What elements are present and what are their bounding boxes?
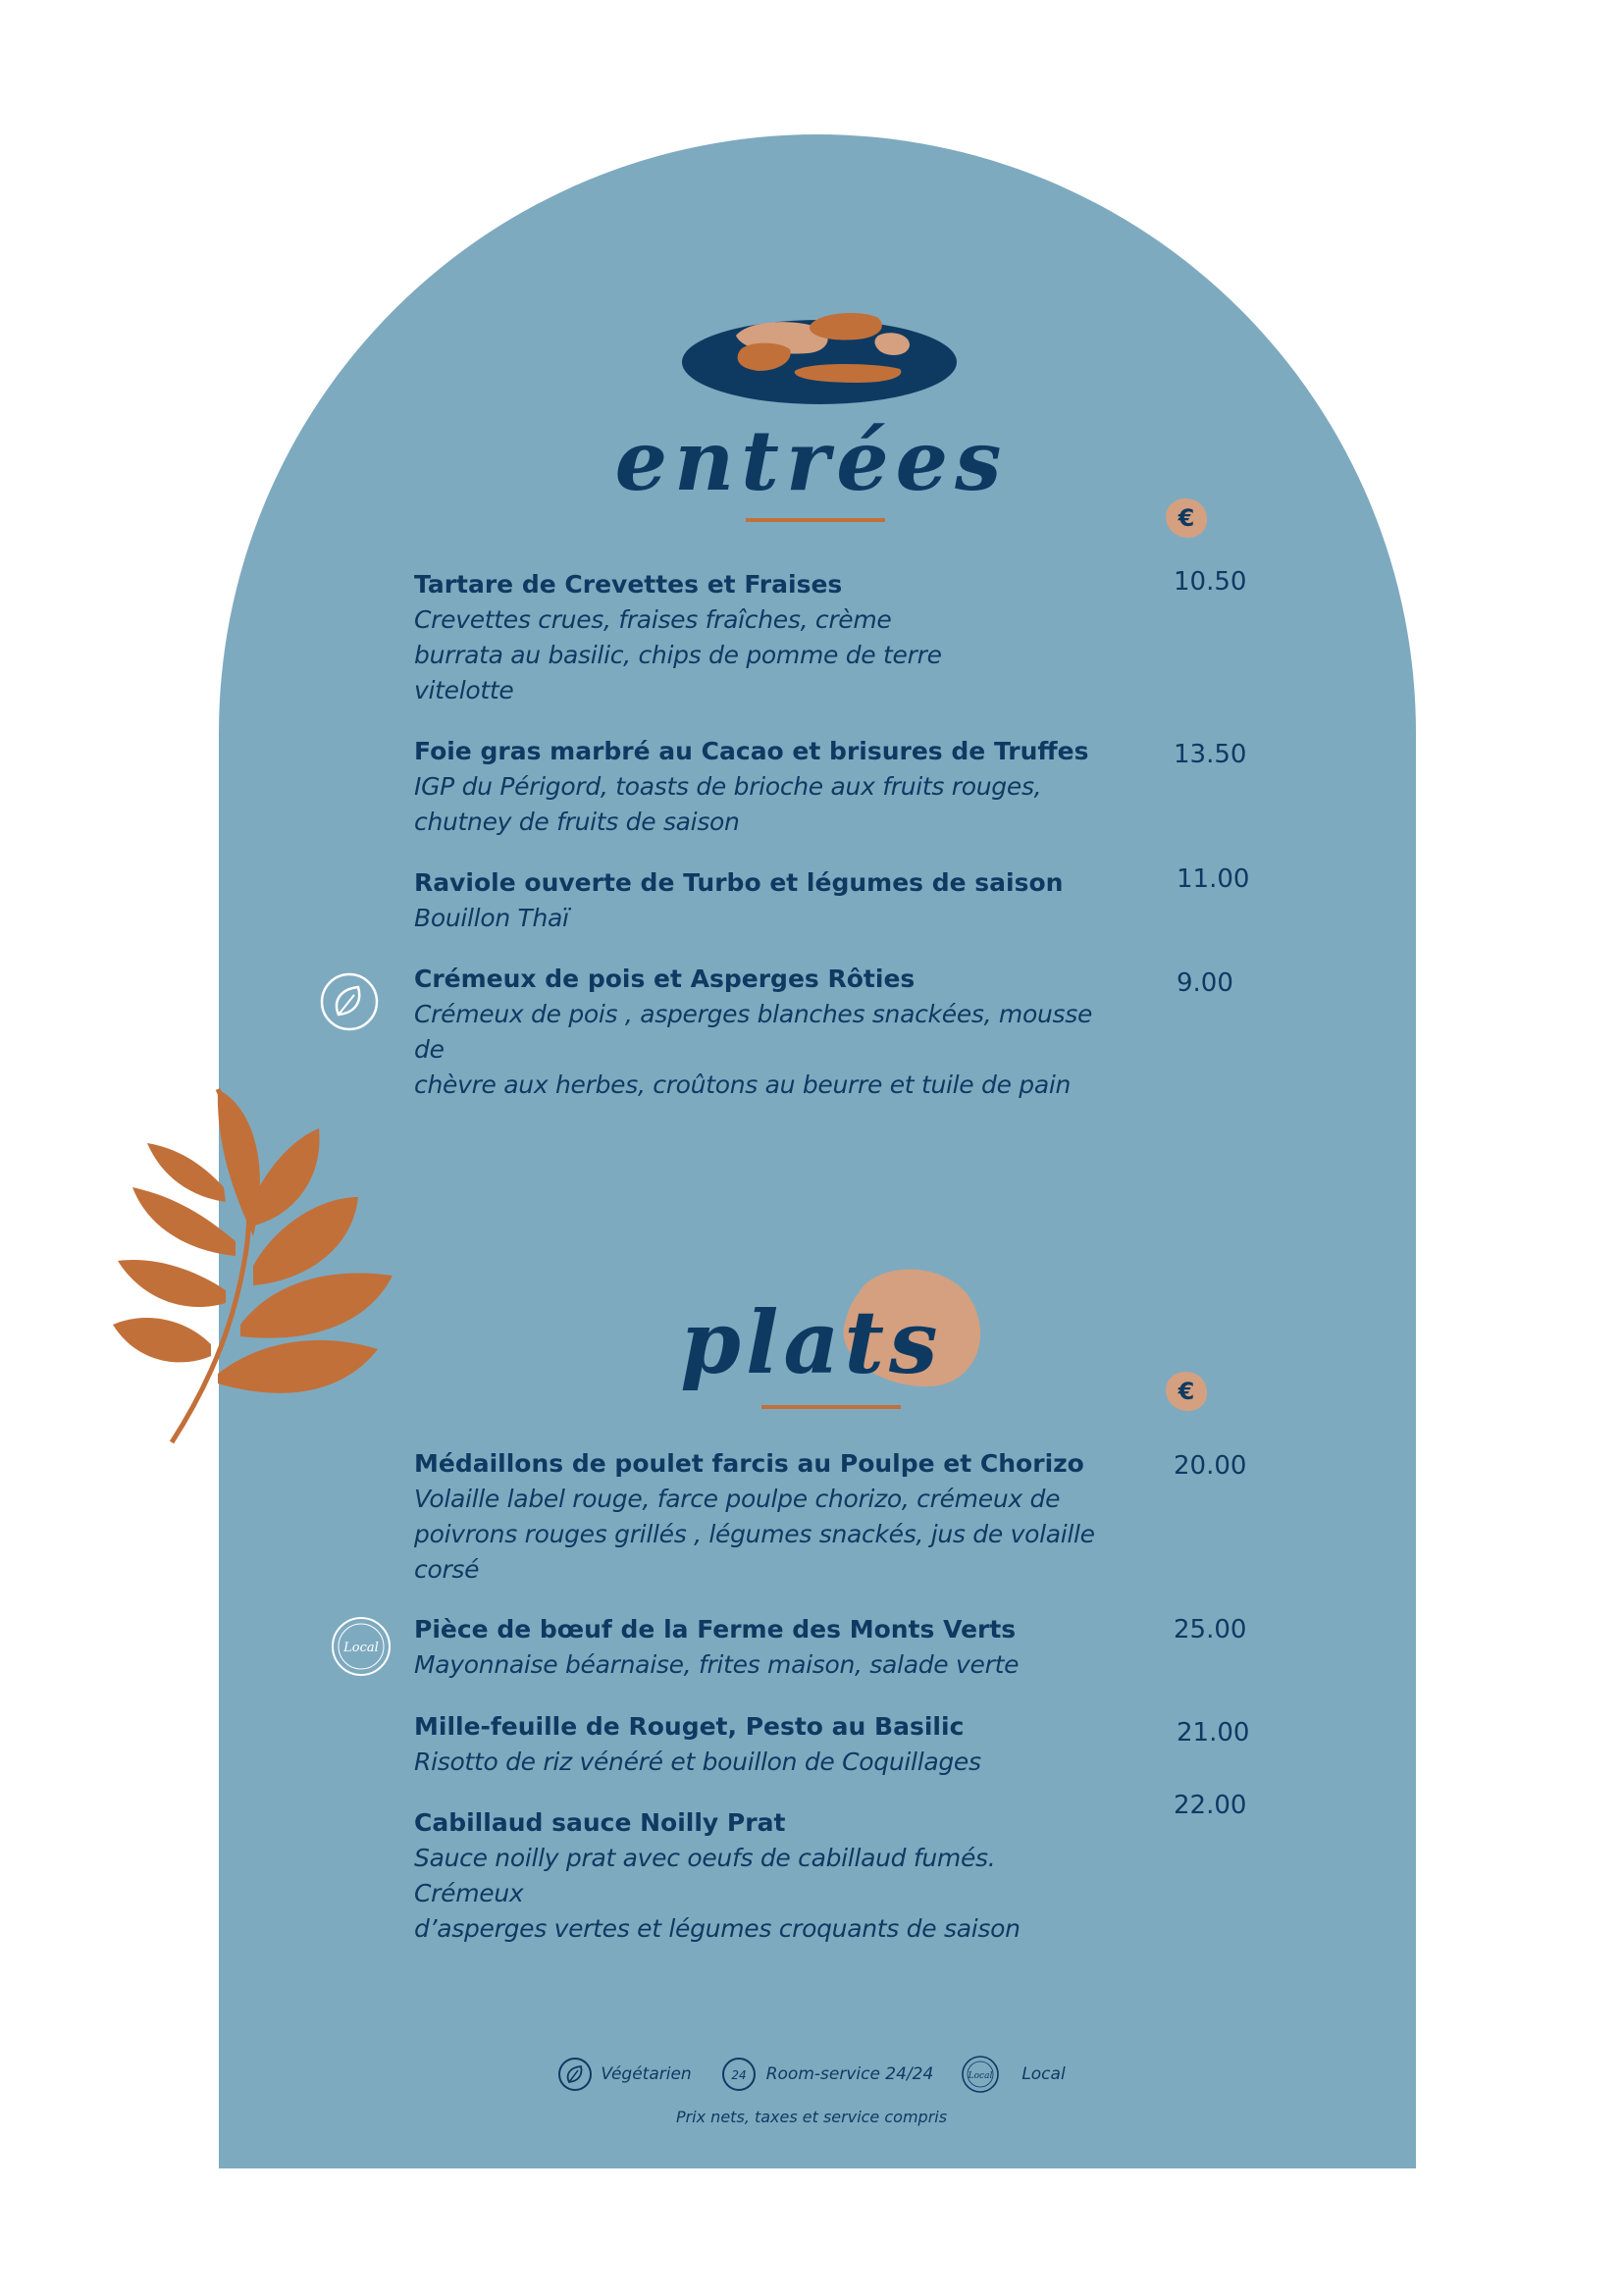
plats-title: plats bbox=[680, 1291, 943, 1393]
item-description: Crevettes crues, fraises fraîches, crème burrata au basilic, chips de pomme de terre vitelotte bbox=[414, 605, 942, 704]
legend-room-service-label: Room-service 24/24 bbox=[765, 2064, 934, 2084]
legend-local bbox=[961, 2055, 1065, 2094]
item-name: Cabillaud sauce Noilly Prat bbox=[414, 1808, 786, 1837]
item-price: 10.50 bbox=[1174, 567, 1247, 597]
entree-item bbox=[414, 865, 1101, 936]
vegetarian-icon bbox=[319, 971, 380, 1032]
legend-vegetarian-label: Végétarien bbox=[601, 2064, 692, 2084]
plats-underline bbox=[761, 1405, 901, 1409]
item-price: 22.00 bbox=[1174, 1791, 1247, 1820]
item-name: Foie gras marbré au Cacao et brisures de Truffes bbox=[414, 737, 1089, 765]
item-price: 20.00 bbox=[1174, 1451, 1247, 1481]
item-price: 13.50 bbox=[1174, 740, 1247, 769]
legend bbox=[0, 2055, 1623, 2094]
entrees-currency-badge: € bbox=[1166, 498, 1207, 538]
legend-vegetarian bbox=[557, 2057, 691, 2092]
entrees-title: entrées bbox=[614, 412, 1009, 509]
local-stamp-icon bbox=[961, 2055, 1000, 2094]
plats-currency-badge: € bbox=[1166, 1372, 1207, 1411]
item-name: Médaillons de poulet farcis au Poulpe et Chorizo bbox=[414, 1449, 1084, 1478]
plate-illustration bbox=[682, 306, 967, 409]
plat-item bbox=[414, 1446, 1101, 1588]
plat-item bbox=[414, 1709, 1101, 1780]
plat-item bbox=[414, 1805, 1101, 1947]
price-footnote: Prix nets, taxes et service compris bbox=[675, 2108, 948, 2126]
legend-local-stamp-text: Local bbox=[968, 2071, 993, 2081]
entree-item bbox=[414, 734, 1101, 840]
local-stamp-icon bbox=[330, 1615, 393, 1678]
item-price: 11.00 bbox=[1177, 864, 1250, 894]
item-price: 25.00 bbox=[1174, 1615, 1247, 1644]
item-description: Sauce noilly prat avec oeufs de cabillaud fumés. Crémeux d’asperges vertes et légumes croquants de saison bbox=[414, 1844, 1021, 1943]
item-description: IGP du Périgord, toasts de brioche aux fruits rouges, chutney de fruits de saison bbox=[414, 772, 1042, 836]
legend-room-service bbox=[719, 2057, 934, 2092]
item-description: Volaille label rouge, farce poulpe chorizo, crémeux de poivrons rouges grillés , légumes snackés, jus de volaille corsé bbox=[414, 1485, 1095, 1584]
room-service-icon bbox=[719, 2057, 759, 2092]
item-name: Raviole ouverte de Turbo et légumes de saison bbox=[414, 868, 1064, 897]
leaf-branch-illustration bbox=[108, 1079, 402, 1452]
item-description: Risotto de riz vénéré et bouillon de Coquillages bbox=[414, 1748, 981, 1776]
item-description: Bouillon Thaï bbox=[414, 904, 569, 932]
entrees-underline bbox=[746, 518, 885, 522]
entree-item bbox=[414, 962, 1101, 1103]
local-stamp-text: Local bbox=[343, 1641, 379, 1655]
item-price: 21.00 bbox=[1177, 1718, 1250, 1748]
vegetarian-icon bbox=[557, 2057, 593, 2092]
item-name: Crémeux de pois et Asperges Rôties bbox=[414, 965, 916, 993]
item-price: 9.00 bbox=[1177, 968, 1233, 998]
item-description: Crémeux de pois , asperges blanches snackées, mousse de chèvre aux herbes, croûtons au beurre et tuile de pain bbox=[414, 1000, 1093, 1099]
item-name: Mille-feuille de Rouget, Pesto au Basilic bbox=[414, 1712, 965, 1741]
plat-item bbox=[414, 1612, 1101, 1683]
item-name: Tartare de Crevettes et Fraises bbox=[414, 570, 843, 599]
room-service-stamp-text: 24 bbox=[731, 2068, 747, 2082]
legend-local-label: Local bbox=[1021, 2064, 1066, 2084]
entree-item bbox=[414, 567, 1101, 708]
item-name: Pièce de bœuf de la Ferme des Monts Verts bbox=[414, 1615, 1017, 1644]
item-description: Mayonnaise béarnaise, frites maison, salade verte bbox=[414, 1650, 1020, 1679]
